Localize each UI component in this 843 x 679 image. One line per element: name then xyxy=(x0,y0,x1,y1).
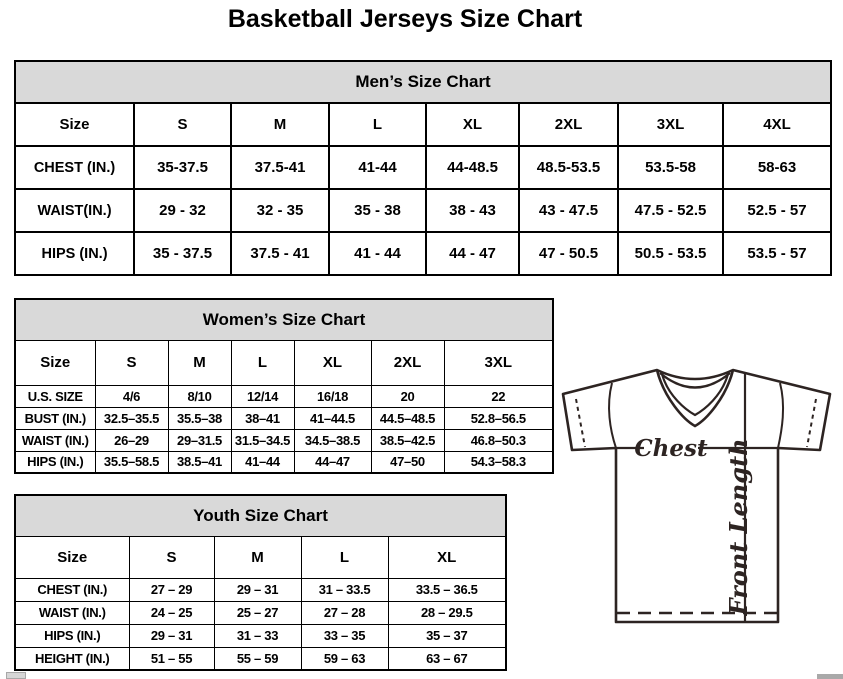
size-value-cell: 59 – 63 xyxy=(301,647,388,670)
size-value-cell: 46.8–50.3 xyxy=(444,429,553,451)
size-value-cell: 35 - 38 xyxy=(329,189,426,232)
size-value-cell: 35 - 37.5 xyxy=(134,232,231,275)
column-header: XL xyxy=(388,536,506,578)
size-value-cell: 22 xyxy=(444,385,553,407)
size-value-cell: 28 – 29.5 xyxy=(388,601,506,624)
size-value-cell: 37.5 - 41 xyxy=(231,232,329,275)
table-title: Men’s Size Chart xyxy=(15,61,831,103)
youth-size-chart-table xyxy=(14,494,505,671)
size-value-cell: 20 xyxy=(371,385,444,407)
table-row xyxy=(15,232,831,275)
size-value-cell: 34.5–38.5 xyxy=(294,429,371,451)
page-title: Basketball Jerseys Size Chart xyxy=(227,5,583,33)
column-header: 2XL xyxy=(519,103,618,146)
column-header: Size xyxy=(15,103,134,146)
row-label: CHEST (IN.) xyxy=(15,578,129,601)
size-value-cell: 53.5-58 xyxy=(618,146,723,189)
column-header: Size xyxy=(15,340,95,385)
size-value-cell: 29 – 31 xyxy=(214,578,301,601)
size-value-cell: 50.5 - 53.5 xyxy=(618,232,723,275)
size-value-cell: 47–50 xyxy=(371,451,444,473)
column-header: M xyxy=(231,103,329,146)
size-value-cell: 29 – 31 xyxy=(129,624,214,647)
column-header: 3XL xyxy=(444,340,553,385)
row-label: HIPS (IN.) xyxy=(15,624,129,647)
table-row xyxy=(15,624,506,647)
table-row xyxy=(15,407,553,429)
size-value-cell: 51 – 55 xyxy=(129,647,214,670)
size-value-cell: 63 – 67 xyxy=(388,647,506,670)
size-value-cell: 32 - 35 xyxy=(231,189,329,232)
size-value-cell: 47.5 - 52.5 xyxy=(618,189,723,232)
size-table xyxy=(14,60,832,276)
size-value-cell: 44–47 xyxy=(294,451,371,473)
size-value-cell: 31.5–34.5 xyxy=(231,429,294,451)
size-value-cell: 38–41 xyxy=(231,407,294,429)
size-value-cell: 52.8–56.5 xyxy=(444,407,553,429)
table-row xyxy=(15,647,506,670)
size-table xyxy=(14,298,554,474)
size-value-cell: 8/10 xyxy=(168,385,231,407)
row-label: HEIGHT (IN.) xyxy=(15,647,129,670)
column-header: M xyxy=(168,340,231,385)
scrollbar-fragment-right[interactable] xyxy=(817,674,843,679)
size-value-cell: 29 - 32 xyxy=(134,189,231,232)
front-length-label: Front Length xyxy=(724,438,753,616)
size-value-cell: 38.5–42.5 xyxy=(371,429,444,451)
size-value-cell: 41–44.5 xyxy=(294,407,371,429)
size-value-cell: 54.3–58.3 xyxy=(444,451,553,473)
size-value-cell: 37.5-41 xyxy=(231,146,329,189)
size-value-cell: 29–31.5 xyxy=(168,429,231,451)
size-value-cell: 31 – 33.5 xyxy=(301,578,388,601)
size-value-cell: 16/18 xyxy=(294,385,371,407)
row-label: U.S. SIZE xyxy=(15,385,95,407)
size-value-cell: 44.5–48.5 xyxy=(371,407,444,429)
column-header: S xyxy=(134,103,231,146)
size-value-cell: 35.5–38 xyxy=(168,407,231,429)
column-header: L xyxy=(231,340,294,385)
column-header: 3XL xyxy=(618,103,723,146)
size-value-cell: 25 – 27 xyxy=(214,601,301,624)
size-value-cell: 35 – 37 xyxy=(388,624,506,647)
column-header: 4XL xyxy=(723,103,831,146)
size-value-cell: 48.5-53.5 xyxy=(519,146,618,189)
size-value-cell: 33.5 – 36.5 xyxy=(388,578,506,601)
table-row xyxy=(15,429,553,451)
table-row xyxy=(15,578,506,601)
column-header: L xyxy=(329,103,426,146)
womens-size-chart-table xyxy=(14,298,552,474)
size-value-cell: 31 – 33 xyxy=(214,624,301,647)
size-value-cell: 43 - 47.5 xyxy=(519,189,618,232)
column-header: XL xyxy=(294,340,371,385)
size-value-cell: 32.5–35.5 xyxy=(95,407,168,429)
size-value-cell: 27 – 29 xyxy=(129,578,214,601)
size-value-cell: 38.5–41 xyxy=(168,451,231,473)
size-value-cell: 52.5 - 57 xyxy=(723,189,831,232)
size-value-cell: 33 – 35 xyxy=(301,624,388,647)
chest-label: Chest xyxy=(634,435,708,462)
size-value-cell: 26–29 xyxy=(95,429,168,451)
size-value-cell: 41–44 xyxy=(231,451,294,473)
column-header: Size xyxy=(15,536,129,578)
row-label: WAIST (IN.) xyxy=(15,429,95,451)
jersey-outline-drawing xyxy=(550,352,842,679)
jersey-measurement-diagram xyxy=(550,352,842,679)
table-row xyxy=(15,451,553,473)
size-table xyxy=(14,494,507,671)
column-header: S xyxy=(95,340,168,385)
size-value-cell: 35-37.5 xyxy=(134,146,231,189)
size-value-cell: 4/6 xyxy=(95,385,168,407)
column-header: L xyxy=(301,536,388,578)
size-value-cell: 44 - 47 xyxy=(426,232,519,275)
row-label: HIPS (IN.) xyxy=(15,451,95,473)
table-row xyxy=(15,189,831,232)
table-row xyxy=(15,146,831,189)
table-title: Women’s Size Chart xyxy=(15,299,553,340)
size-value-cell: 44-48.5 xyxy=(426,146,519,189)
row-label: WAIST(IN.) xyxy=(15,189,134,232)
size-value-cell: 27 – 28 xyxy=(301,601,388,624)
row-label: HIPS (IN.) xyxy=(15,232,134,275)
size-value-cell: 47 - 50.5 xyxy=(519,232,618,275)
table-row xyxy=(15,385,553,407)
size-value-cell: 55 – 59 xyxy=(214,647,301,670)
table-row xyxy=(15,601,506,624)
size-value-cell: 35.5–58.5 xyxy=(95,451,168,473)
scrollbar-fragment-left[interactable] xyxy=(6,672,26,679)
size-value-cell: 41 - 44 xyxy=(329,232,426,275)
column-header: M xyxy=(214,536,301,578)
column-header: S xyxy=(129,536,214,578)
jersey-body-outline xyxy=(563,370,830,622)
size-value-cell: 41-44 xyxy=(329,146,426,189)
mens-size-chart-table xyxy=(14,60,830,276)
table-title: Youth Size Chart xyxy=(15,495,506,536)
size-value-cell: 24 – 25 xyxy=(129,601,214,624)
row-label: BUST (IN.) xyxy=(15,407,95,429)
column-header: 2XL xyxy=(371,340,444,385)
row-label: WAIST (IN.) xyxy=(15,601,129,624)
column-header: XL xyxy=(426,103,519,146)
row-label: CHEST (IN.) xyxy=(15,146,134,189)
size-value-cell: 58-63 xyxy=(723,146,831,189)
size-value-cell: 53.5 - 57 xyxy=(723,232,831,275)
size-value-cell: 12/14 xyxy=(231,385,294,407)
size-value-cell: 38 - 43 xyxy=(426,189,519,232)
